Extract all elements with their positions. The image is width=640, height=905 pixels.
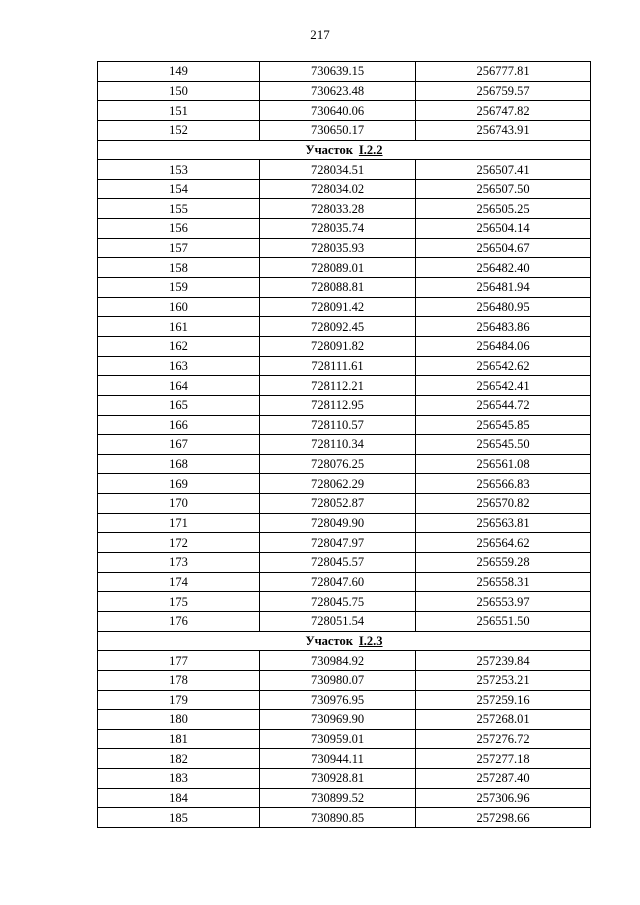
point-number-cell: 160 [98,297,260,317]
section-code: I.2.2 [358,142,383,157]
table-row [98,611,591,631]
x-coordinate-cell: 728092.45 [260,317,416,337]
point-number-cell: 161 [98,317,260,337]
y-coordinate-cell: 256542.41 [416,376,591,396]
y-coordinate-cell: 256504.67 [416,238,591,258]
point-number-cell: 183 [98,769,260,789]
point-number-cell: 172 [98,533,260,553]
point-number-cell: 178 [98,670,260,690]
table-row [98,670,591,690]
y-coordinate-cell: 256561.08 [416,454,591,474]
y-coordinate-cell: 256507.41 [416,160,591,180]
table-row [98,808,591,828]
y-coordinate-cell: 256747.82 [416,101,591,121]
y-coordinate-cell: 257239.84 [416,651,591,671]
x-coordinate-cell: 728045.75 [260,592,416,612]
y-coordinate-cell: 256544.72 [416,395,591,415]
coordinates-table [97,61,591,828]
table-row [98,415,591,435]
point-number-cell: 166 [98,415,260,435]
y-coordinate-cell: 256563.81 [416,513,591,533]
x-coordinate-cell: 730650.17 [260,120,416,140]
table-row [98,690,591,710]
section-label: Участок [305,142,353,157]
table-row [98,317,591,337]
point-number-cell: 182 [98,749,260,769]
point-number-cell: 180 [98,710,260,730]
page-number: 217 [310,27,330,42]
point-number-cell: 167 [98,435,260,455]
y-coordinate-cell: 257253.21 [416,670,591,690]
y-coordinate-cell: 256545.85 [416,415,591,435]
x-coordinate-cell: 730976.95 [260,690,416,710]
x-coordinate-cell: 728111.61 [260,356,416,376]
x-coordinate-cell: 728110.34 [260,435,416,455]
point-number-cell: 173 [98,553,260,573]
point-number-cell: 153 [98,160,260,180]
y-coordinate-cell: 256551.50 [416,611,591,631]
section-code: I.2.3 [358,633,383,648]
table-row [98,120,591,140]
table-row [98,179,591,199]
x-coordinate-cell: 730959.01 [260,729,416,749]
y-coordinate-cell: 256542.62 [416,356,591,376]
x-coordinate-cell: 730980.07 [260,670,416,690]
y-coordinate-cell: 256484.06 [416,336,591,356]
table-row [98,258,591,278]
table-row [98,435,591,455]
table-row [98,336,591,356]
x-coordinate-cell: 728091.42 [260,297,416,317]
table-row [98,553,591,573]
table-row [98,101,591,121]
section-label: Участок [305,633,353,648]
point-number-cell: 185 [98,808,260,828]
point-number-cell: 169 [98,474,260,494]
x-coordinate-cell: 730899.52 [260,788,416,808]
table-row [98,572,591,592]
point-number-cell: 171 [98,513,260,533]
section-header [98,140,591,160]
table-row [98,278,591,298]
point-number-cell: 177 [98,651,260,671]
table-row [98,494,591,514]
y-coordinate-cell: 256505.25 [416,199,591,219]
x-coordinate-cell: 728047.97 [260,533,416,553]
y-coordinate-cell: 257277.18 [416,749,591,769]
table-row [98,474,591,494]
x-coordinate-cell: 728062.29 [260,474,416,494]
point-number-cell: 150 [98,81,260,101]
y-coordinate-cell: 257259.16 [416,690,591,710]
point-number-cell: 184 [98,788,260,808]
point-number-cell: 154 [98,179,260,199]
x-coordinate-cell: 728034.51 [260,160,416,180]
x-coordinate-cell: 730944.11 [260,749,416,769]
point-number-cell: 151 [98,101,260,121]
y-coordinate-cell: 256558.31 [416,572,591,592]
point-number-cell: 163 [98,356,260,376]
section-header [98,631,591,651]
table-row [98,651,591,671]
y-coordinate-cell: 257287.40 [416,769,591,789]
table-row [98,788,591,808]
section-header-row [98,140,591,160]
point-number-cell: 155 [98,199,260,219]
point-number-cell: 162 [98,336,260,356]
x-coordinate-cell: 730623.48 [260,81,416,101]
point-number-cell: 174 [98,572,260,592]
x-coordinate-cell: 728112.21 [260,376,416,396]
x-coordinate-cell: 728033.28 [260,199,416,219]
y-coordinate-cell: 256743.91 [416,120,591,140]
table-row [98,219,591,239]
point-number-cell: 158 [98,258,260,278]
y-coordinate-cell: 256504.14 [416,219,591,239]
y-coordinate-cell: 257306.96 [416,788,591,808]
table-row [98,62,591,82]
point-number-cell: 179 [98,690,260,710]
point-number-cell: 149 [98,62,260,82]
y-coordinate-cell: 257268.01 [416,710,591,730]
y-coordinate-cell: 256507.50 [416,179,591,199]
y-coordinate-cell: 256564.62 [416,533,591,553]
table-row [98,160,591,180]
point-number-cell: 168 [98,454,260,474]
x-coordinate-cell: 730640.06 [260,101,416,121]
point-number-cell: 159 [98,278,260,298]
point-number-cell: 170 [98,494,260,514]
table-row [98,199,591,219]
table-row [98,81,591,101]
y-coordinate-cell: 256559.28 [416,553,591,573]
table-row [98,592,591,612]
table-row [98,454,591,474]
point-number-cell: 176 [98,611,260,631]
table-row [98,533,591,553]
x-coordinate-cell: 728112.95 [260,395,416,415]
table-row [98,376,591,396]
point-number-cell: 181 [98,729,260,749]
table-row [98,356,591,376]
point-number-cell: 164 [98,376,260,396]
table-row [98,238,591,258]
point-number-cell: 175 [98,592,260,612]
y-coordinate-cell: 257276.72 [416,729,591,749]
x-coordinate-cell: 728035.74 [260,219,416,239]
y-coordinate-cell: 256545.50 [416,435,591,455]
x-coordinate-cell: 728034.02 [260,179,416,199]
table-row [98,513,591,533]
coordinates-table-body [98,62,591,828]
x-coordinate-cell: 730984.92 [260,651,416,671]
x-coordinate-cell: 728110.57 [260,415,416,435]
section-header-row [98,631,591,651]
x-coordinate-cell: 730928.81 [260,769,416,789]
y-coordinate-cell: 256482.40 [416,258,591,278]
y-coordinate-cell: 256480.95 [416,297,591,317]
y-coordinate-cell: 257298.66 [416,808,591,828]
y-coordinate-cell: 256759.57 [416,81,591,101]
table-row [98,710,591,730]
table-row [98,395,591,415]
x-coordinate-cell: 728051.54 [260,611,416,631]
point-number-cell: 157 [98,238,260,258]
x-coordinate-cell: 728052.87 [260,494,416,514]
y-coordinate-cell: 256777.81 [416,62,591,82]
table-row [98,729,591,749]
x-coordinate-cell: 728049.90 [260,513,416,533]
x-coordinate-cell: 728091.82 [260,336,416,356]
x-coordinate-cell: 728076.25 [260,454,416,474]
point-number-cell: 165 [98,395,260,415]
y-coordinate-cell: 256570.82 [416,494,591,514]
x-coordinate-cell: 728035.93 [260,238,416,258]
point-number-cell: 152 [98,120,260,140]
x-coordinate-cell: 728045.57 [260,553,416,573]
x-coordinate-cell: 728089.01 [260,258,416,278]
y-coordinate-cell: 256553.97 [416,592,591,612]
x-coordinate-cell: 730639.15 [260,62,416,82]
table-row [98,749,591,769]
point-number-cell: 156 [98,219,260,239]
x-coordinate-cell: 730890.85 [260,808,416,828]
y-coordinate-cell: 256566.83 [416,474,591,494]
y-coordinate-cell: 256481.94 [416,278,591,298]
table-row [98,769,591,789]
x-coordinate-cell: 730969.90 [260,710,416,730]
table-row [98,297,591,317]
x-coordinate-cell: 728088.81 [260,278,416,298]
y-coordinate-cell: 256483.86 [416,317,591,337]
x-coordinate-cell: 728047.60 [260,572,416,592]
